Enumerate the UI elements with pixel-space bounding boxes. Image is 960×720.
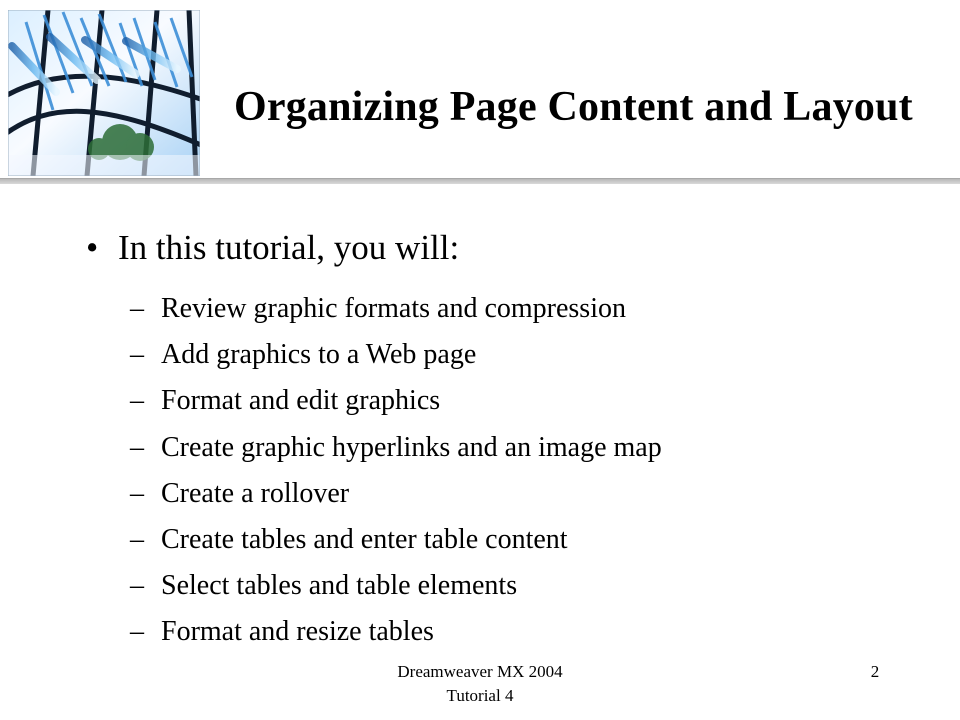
dash-marker: – [130,477,144,509]
header-architecture-photo [8,10,200,176]
footer-course-info [340,660,620,708]
list-item [86,563,906,609]
list-item-text: Add graphics to a Web page [161,339,477,371]
dash-marker: – [130,431,144,463]
slide-content [86,222,906,656]
list-item [86,471,906,517]
list-item [86,378,906,424]
list-item-text: Create a rollover [161,477,350,509]
dash-marker: – [130,339,144,371]
list-item-text: Review graphic formats and compression [161,293,626,324]
list-item [86,286,906,332]
slide-title: Organizing Page Content and Layout [234,84,913,130]
footer-tutorial-number: Tutorial 4 [446,686,514,705]
list-item-text: Format and edit graphics [161,385,441,417]
page-number: 2 [870,662,880,681]
list-item-text: Format and resize tables [161,616,434,648]
list-item-text: Create graphic hyperlinks and an image map [161,431,662,463]
bullet-marker: • [86,228,99,267]
dash-marker: – [130,385,144,417]
list-item [86,609,906,655]
main-bullet [86,222,906,274]
dash-marker: – [130,616,144,648]
dash-marker: – [130,523,144,555]
bullet-text: In this tutorial, you will: [118,228,460,267]
dash-marker: – [130,570,144,602]
list-item [86,425,906,471]
dash-marker: – [130,293,144,324]
list-item [86,332,906,378]
footer-course-title: Dreamweaver MX 2004 [397,662,563,681]
list-item-text: Select tables and table elements [161,570,518,602]
list-item [86,517,906,563]
list-item-text: Create tables and enter table content [161,523,568,555]
header-divider [0,178,960,184]
objective-list [86,286,906,656]
